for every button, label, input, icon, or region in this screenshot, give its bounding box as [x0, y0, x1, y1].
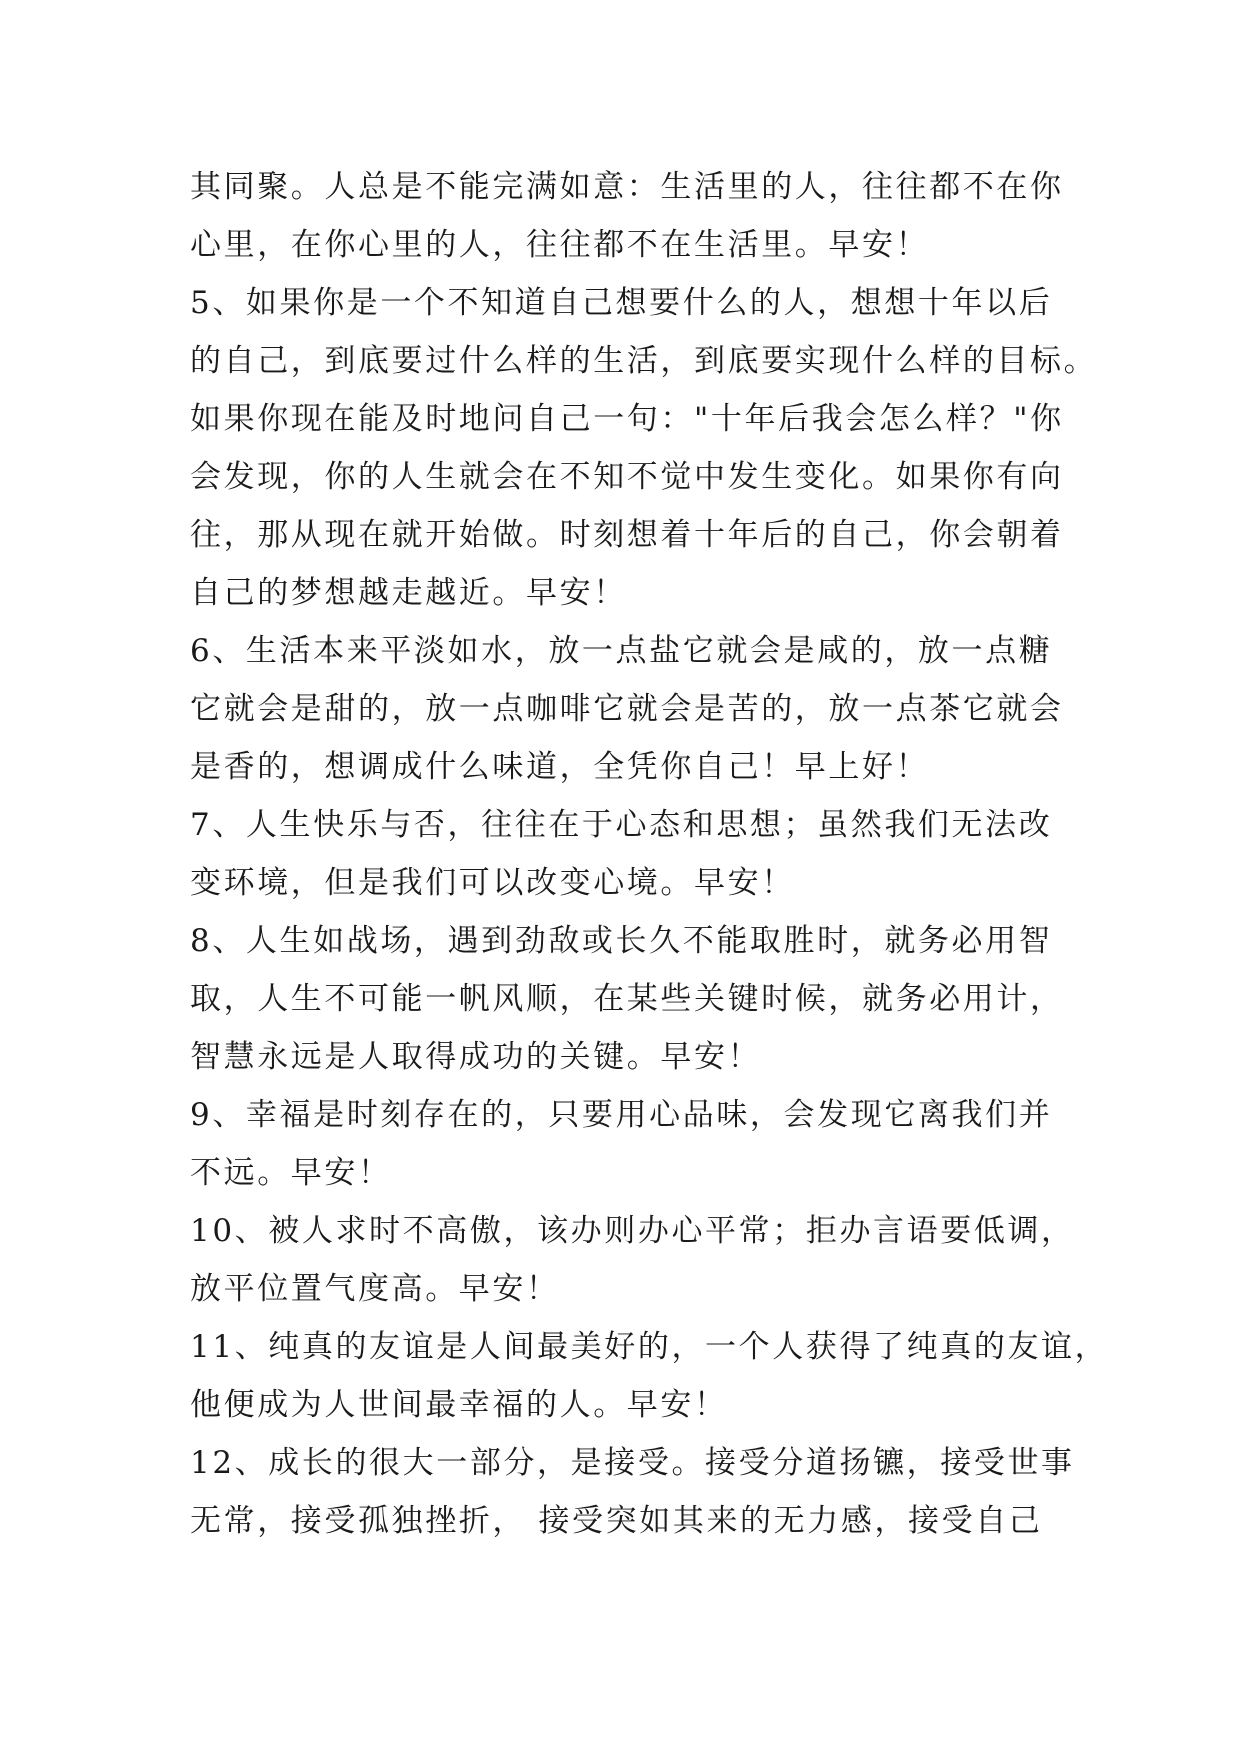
- document-body: [190, 158, 1109, 1550]
- text-line: 12、成长的很大一部分，是接受。接受分道扬镳，接受世事: [190, 1445, 1075, 1481]
- text-line: 的自己，到底要过什么样的生活，到底要实现什么样的目标。: [190, 343, 1098, 379]
- text-line: 心里，在你心里的人，往往都不在生活里。早安！: [190, 227, 930, 263]
- text-line: 智慧永远是人取得成功的关键。早安！: [190, 1039, 762, 1075]
- text-line: 7、人生快乐与否，往往在于心态和思想；虽然我们无法改: [190, 807, 1053, 843]
- text-line: 自己的梦想越走越近。早安！: [190, 575, 627, 611]
- text-line: 如果你现在能及时地问自己一句："十年后我会怎么样？"你: [190, 401, 1064, 437]
- text-line: 他便成为人世间最幸福的人。早安！: [190, 1387, 728, 1423]
- text-line: 取，人生不可能一帆风顺，在某些关键时候，就务必用计，: [190, 981, 1064, 1017]
- text-line: 11、纯真的友谊是人间最美好的，一个人获得了纯真的友谊，: [190, 1329, 1109, 1365]
- text-line: 无常，接受孤独挫折， 接受突如其来的无力感，接受自己: [190, 1503, 1043, 1539]
- text-line: 它就会是甜的，放一点咖啡它就会是苦的，放一点茶它就会: [190, 691, 1064, 727]
- text-line: 10、被人求时不高傲，该办则办心平常；拒办言语要低调，: [190, 1213, 1075, 1249]
- text-line: 6、生活本来平淡如水，放一点盐它就会是咸的，放一点糖: [190, 633, 1053, 669]
- text-line: 9、幸福是时刻存在的，只要用心品味，会发现它离我们并: [190, 1097, 1053, 1133]
- text-line: 是香的，想调成什么味道，全凭你自己！早上好！: [190, 749, 930, 785]
- text-line: 变环境，但是我们可以改变心境。早安！: [190, 865, 795, 901]
- text-line: 8、人生如战场，遇到劲敌或长久不能取胜时，就务必用智: [190, 923, 1053, 959]
- text-line: 放平位置气度高。早安！: [190, 1271, 560, 1307]
- text-line: 会发现，你的人生就会在不知不觉中发生变化。如果你有向: [190, 459, 1064, 495]
- text-line: 其同聚。人总是不能完满如意：生活里的人，往往都不在你: [190, 169, 1064, 205]
- text-line: 5、如果你是一个不知道自己想要什么的人，想想十年以后: [190, 285, 1053, 321]
- text-line: 往，那从现在就开始做。时刻想着十年后的自己，你会朝着: [190, 517, 1064, 553]
- text-line: 不远。早安！: [190, 1155, 392, 1191]
